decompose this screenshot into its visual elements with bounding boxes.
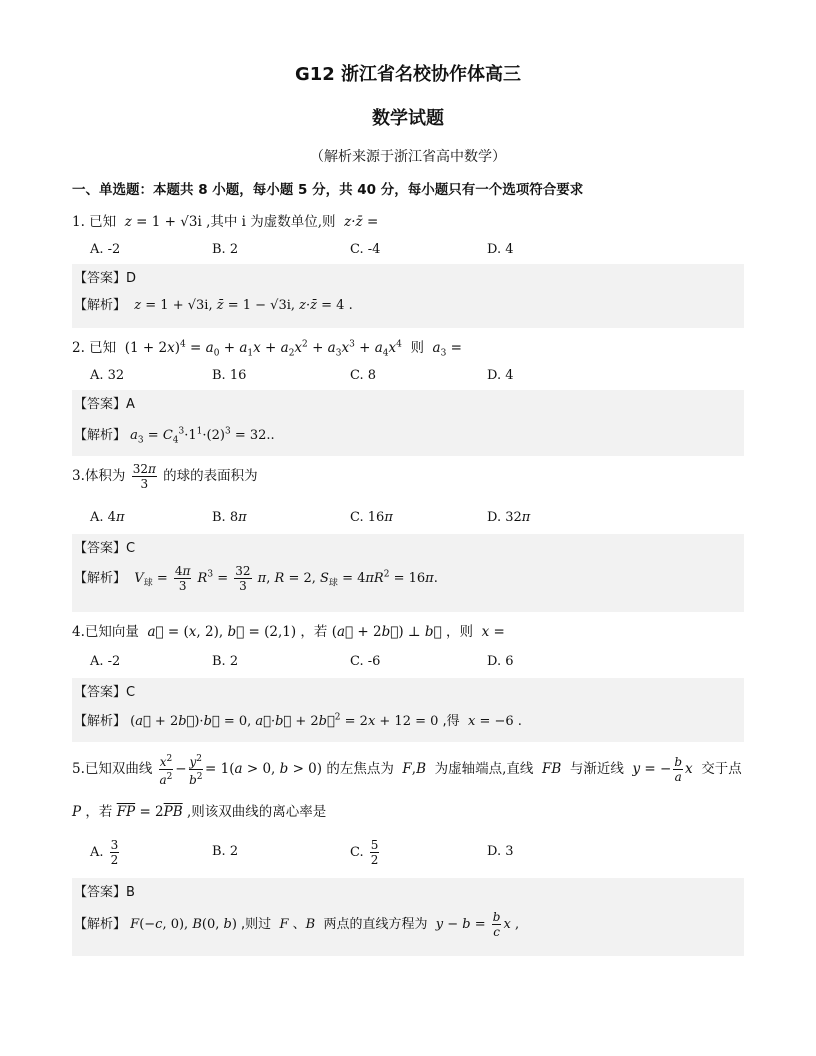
math-expression: $\overline{FP} = 2\overline{PB}$ — [116, 804, 183, 820]
math-expression: $V_球$ = $\frac{4\pi}{3}$ $R^3$ = $\frac{32}{3}$ π, R = 2, $S_球 = 4\pi R^2 = 16\pi$. — [130, 564, 438, 593]
question-3-options: A. 4π B. 8π C. 16π D. 32π — [90, 510, 531, 525]
question-4: 4.已知向量 a⃗ = (x, 2), b⃗ = (2,1) ，若 (a⃗ + 2b⃗) ⊥ b⃗ ，则 x = — [72, 624, 505, 640]
math-expression: z = 1 + √3i — [120, 214, 202, 230]
section-heading: 一、单选题：本题共 8 小题，每小题 5 分，共 40 分，每小题只有一个选项符合要求 — [72, 182, 584, 198]
math-expression: z = 1 + √3i, z̄ = 1 − √3i, z·z̄ = 4 . — [130, 298, 353, 313]
question-3: 3.体积为 $\frac{32\pi}{3}$ 的球的表面积为 — [72, 462, 258, 491]
math-expression: (a⃗ + 2b⃗) ⊥ b⃗ — [331, 624, 442, 640]
math-expression: y − b = $\frac{b}{c}$ x , — [431, 910, 520, 939]
math-expression: (a⃗ + 2b⃗)·b⃗ = 0, a⃗·b⃗ + 2b⃗$^2$ = 2x + 12 = 0 — [130, 712, 439, 729]
question-5: 5.已知双曲线 $\frac{x^2}{a^2}$ − $\frac{y^2}{b^2}$ = 1(a > 0, b > 0) 的左焦点为 F,B 为虚轴端点,直线 FB 与渐近线 y = − $\frac{b}{a}$ x 交于点 — [72, 754, 742, 787]
question-1-solution: 【答案】D 【解析】 z = 1 + √3i, z̄ = 1 − √3i, z·z̄ = 4 . — [72, 264, 744, 328]
math-expression: x = — [477, 624, 505, 640]
question-4-options: A. -2 B. 2 C. -6 D. 6 — [90, 654, 514, 669]
math-expression: a⃗ = (x, 2), b⃗ = (2,1) — [143, 624, 297, 640]
math-expression: $a_3 = C_4^3\cdot 1^1\cdot(2)^3 = 32$.. — [130, 426, 275, 446]
exam-title: G12 浙江省名校协作体高三 — [294, 64, 522, 85]
question-2-solution: 【答案】A 【解析】 $a_3 = C_4^3\cdot 1^1\cdot(2)^3 = 32$.. — [72, 390, 744, 456]
question-1-options: A. -2 B. 2 C. -4 D. 4 — [90, 242, 514, 257]
math-expression: x = −6 . — [463, 714, 522, 729]
question-1: 1. 已知 z = 1 + √3i ,其中 i 为虚数单位,则 z·z̄ = — [72, 214, 379, 230]
question-2-options: A. 32 B. 16 C. 8 D. 4 — [90, 368, 514, 383]
question-5-line-2: P ，若 $\overline{FP} = 2\overline{PB}$ ,则该双曲线的离心率是 — [72, 804, 327, 820]
question-5-solution: 【答案】B 【解析】 F(−c, 0), B(0, b) ,则过 F 、B 两点的直线方程为 y − b = $\frac{b}{c}$ x , — [72, 878, 744, 956]
question-4-solution: 【答案】C 【解析】 (a⃗ + 2b⃗)·b⃗ = 0, a⃗·b⃗ + 2b⃗$^2$ = 2x + 12 = 0 ,得 x = −6 . — [72, 678, 744, 742]
math-expression: z·z̄ = — [339, 214, 379, 230]
math-expression: $(1 + 2x)^4 = a_0 + a_1x + a_2x^2 + a_3x^3 + a_4x^4$ — [124, 339, 402, 359]
question-3-solution: 【答案】C 【解析】 $V_球$ = $\frac{4\pi}{3}$ $R^3$ = $\frac{32}{3}$ π, R = 2, $S_球 = 4\pi R^2 = 16\pi$. — [72, 534, 744, 612]
math-expression: y = − $\frac{b}{a}$ x — [628, 755, 697, 784]
question-2: 2. 已知 $(1 + 2x)^4 = a_0 + a_1x + a_2x^2 + a_3x^3 + a_4x^4$ 则 $a_3$ = — [72, 339, 462, 359]
math-expression: $a_3$ = — [428, 340, 462, 359]
question-5-options: A. $\frac{3}{2}$ B. 2 C. $\frac{5}{2}$ D. 3 — [90, 838, 514, 867]
math-expression: F(−c, 0), B(0, b) — [130, 917, 237, 932]
math-expression: $\frac{x^2}{a^2}$ − $\frac{y^2}{b^2}$ = 1(a > 0, b > 0) — [159, 754, 323, 787]
fraction: $\frac{32\pi}{3}$ — [132, 462, 156, 491]
exam-subtitle: 数学试题 — [372, 108, 444, 129]
source-note: （解析来源于浙江省高中数学） — [310, 149, 506, 165]
